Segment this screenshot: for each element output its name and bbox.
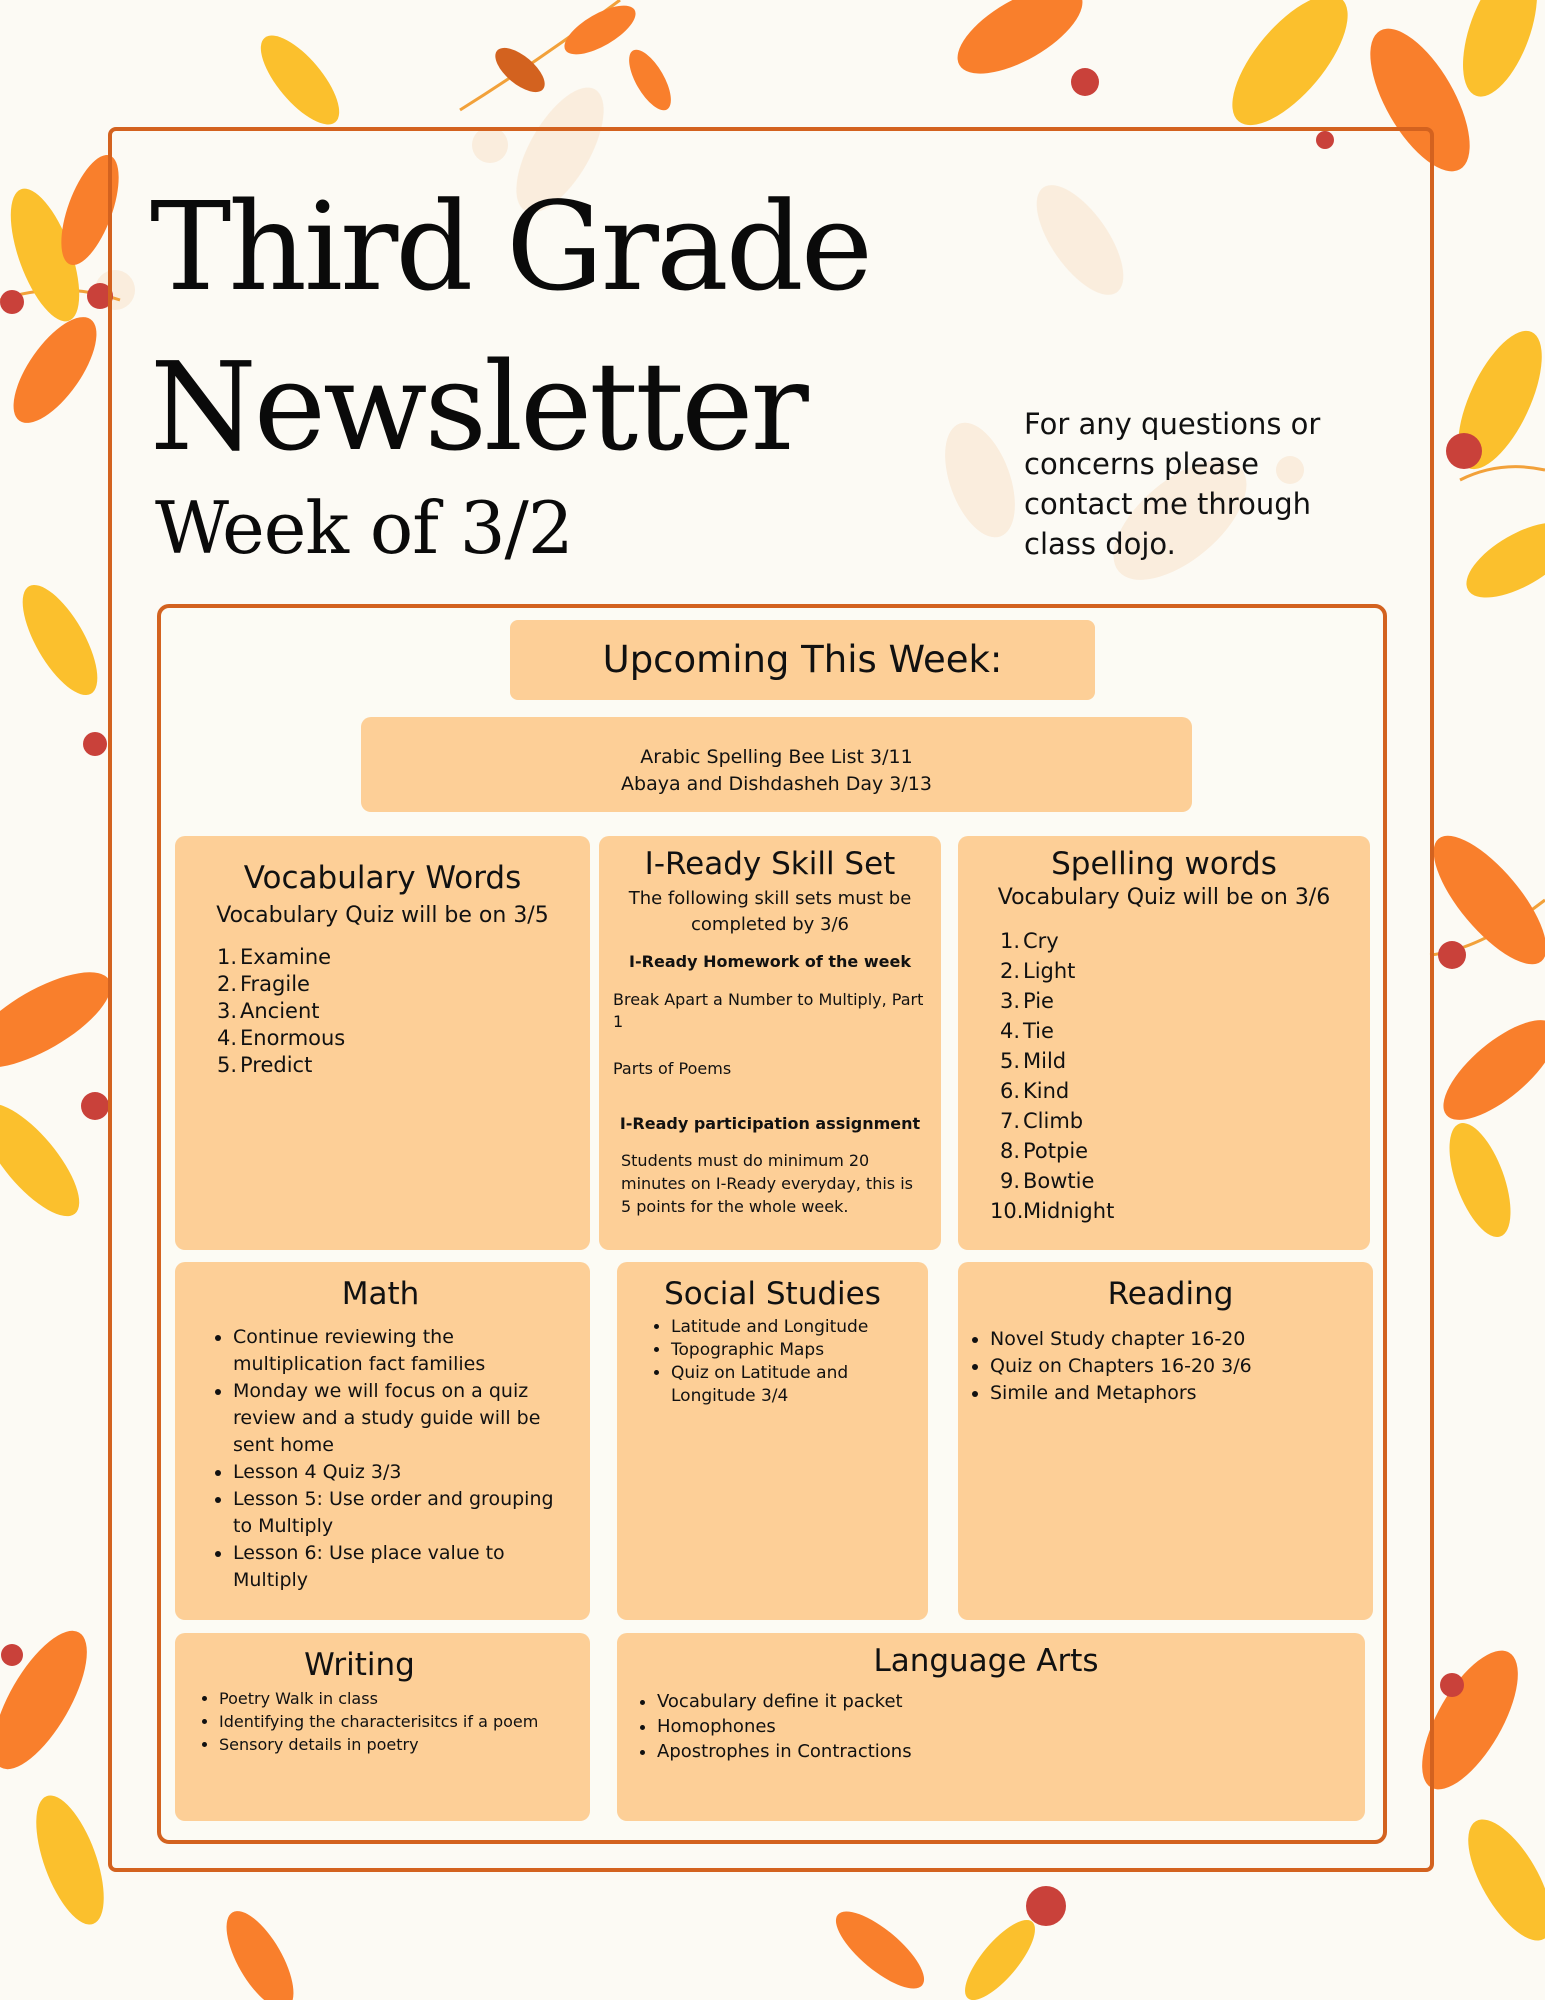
list-item: • Apostrophes in Contractions (657, 1739, 1355, 1764)
list-item: 2. Fragile (216, 972, 310, 996)
list-item: 5. Mild (999, 1049, 1067, 1073)
list-item: • Lesson 5: Use order and grouping to Multiply (233, 1486, 576, 1540)
social-studies-heading: Social Studies (664, 1276, 881, 1312)
vocabulary-box (175, 836, 590, 1250)
language-arts-list (617, 1689, 1355, 1764)
week-label: Week of 3/2 (155, 486, 573, 570)
iready-homework-item-1: Break Apart a Number to Multiply, Part 1 (613, 990, 924, 1031)
upcoming-events-box (361, 717, 1192, 812)
iready-participation-heading: I-Ready participation assignment (619, 1114, 921, 1133)
reading-heading: Reading (1107, 1276, 1234, 1312)
list-item: 8. Potpie (999, 1139, 1089, 1163)
spelling-heading: Spelling words (1051, 846, 1277, 882)
social-studies-list (627, 1316, 918, 1408)
writing-list (175, 1687, 584, 1756)
iready-participation-text: Students must do minimum 20 minutes on I-Ready everyday, this is 5 points for the whole week. (621, 1151, 913, 1216)
contact-note: For any questions or concerns please contact me through class dojo. (1024, 407, 1321, 561)
list-item: 5. Predict (216, 1053, 313, 1077)
list-item: • Latitude and Longitude (671, 1316, 918, 1339)
newsletter-title-line2: Newsletter (150, 336, 806, 478)
upcoming-heading: Upcoming This Week: (602, 638, 1003, 681)
iready-homework-heading: I-Ready Homework of the week (629, 952, 911, 971)
reading-box (958, 1262, 1373, 1620)
language-arts-box (617, 1633, 1365, 1821)
spelling-list (990, 926, 1370, 1226)
spelling-box (958, 836, 1370, 1250)
upcoming-event-1: Arabic Spelling Bee List 3/11 (640, 746, 913, 768)
math-box (175, 1262, 590, 1620)
reading-list (958, 1326, 1363, 1407)
math-list (185, 1324, 576, 1594)
list-item: 6. Kind (999, 1079, 1070, 1103)
iready-box (599, 836, 941, 1250)
list-item: • Lesson 6: Use place value to Multiply (233, 1540, 576, 1594)
vocabulary-list (215, 944, 590, 1079)
list-item: • Monday we will focus on a quiz review and a study guide will be sent home (233, 1378, 576, 1459)
newsletter-title-line1: Third Grade (150, 176, 870, 318)
list-item: 4. Tie (999, 1019, 1054, 1043)
list-item: 7. Climb (999, 1109, 1084, 1133)
list-item: • Identifying the characterisitcs if a poem (219, 1710, 584, 1733)
vocabulary-subtitle: Vocabulary Quiz will be on 3/5 (216, 903, 549, 928)
list-item: • Continue reviewing the multiplication fact families (233, 1324, 576, 1378)
list-item: • Sensory details in poetry (219, 1733, 584, 1756)
list-item: 1. Examine (216, 945, 332, 969)
list-item: • Topographic Maps (671, 1339, 918, 1362)
list-item: • Homophones (657, 1714, 1355, 1739)
list-item: 2. Light (999, 959, 1076, 983)
upcoming-heading-box (510, 620, 1095, 700)
list-item: • Lesson 4 Quiz 3/3 (233, 1459, 576, 1486)
vocabulary-heading: Vocabulary Words (243, 860, 522, 896)
list-item: 4. Enormous (216, 1026, 346, 1050)
list-item: 3. Ancient (216, 999, 320, 1023)
spelling-subtitle: Vocabulary Quiz will be on 3/6 (997, 885, 1331, 910)
writing-box (175, 1633, 590, 1821)
upcoming-event-2: Abaya and Dishdasheh Day 3/13 (621, 773, 932, 795)
list-item: 9. Bowtie (999, 1169, 1095, 1193)
list-item: • Quiz on Chapters 16-20 3/6 (990, 1353, 1363, 1380)
list-item: • Novel Study chapter 16-20 (990, 1326, 1363, 1353)
list-item: • Simile and Metaphors (990, 1380, 1363, 1407)
math-heading: Math (341, 1276, 420, 1312)
iready-heading: I-Ready Skill Set (644, 846, 896, 882)
list-item: • Poetry Walk in class (219, 1687, 584, 1710)
list-item: • Quiz on Latitude and Longitude 3/4 (671, 1362, 918, 1408)
list-item: 10. Midnight (990, 1199, 1115, 1223)
list-item: • Vocabulary define it packet (657, 1689, 1355, 1714)
iready-intro: The following skill sets must be completed by 3/6 (628, 888, 912, 935)
list-item: 1. Cry (999, 929, 1059, 953)
list-item: 3. Pie (999, 989, 1054, 1013)
iready-homework-item-2: Parts of Poems (613, 1059, 732, 1078)
language-arts-heading: Language Arts (873, 1643, 1099, 1679)
social-studies-box (617, 1262, 928, 1620)
writing-heading: Writing (304, 1647, 415, 1683)
